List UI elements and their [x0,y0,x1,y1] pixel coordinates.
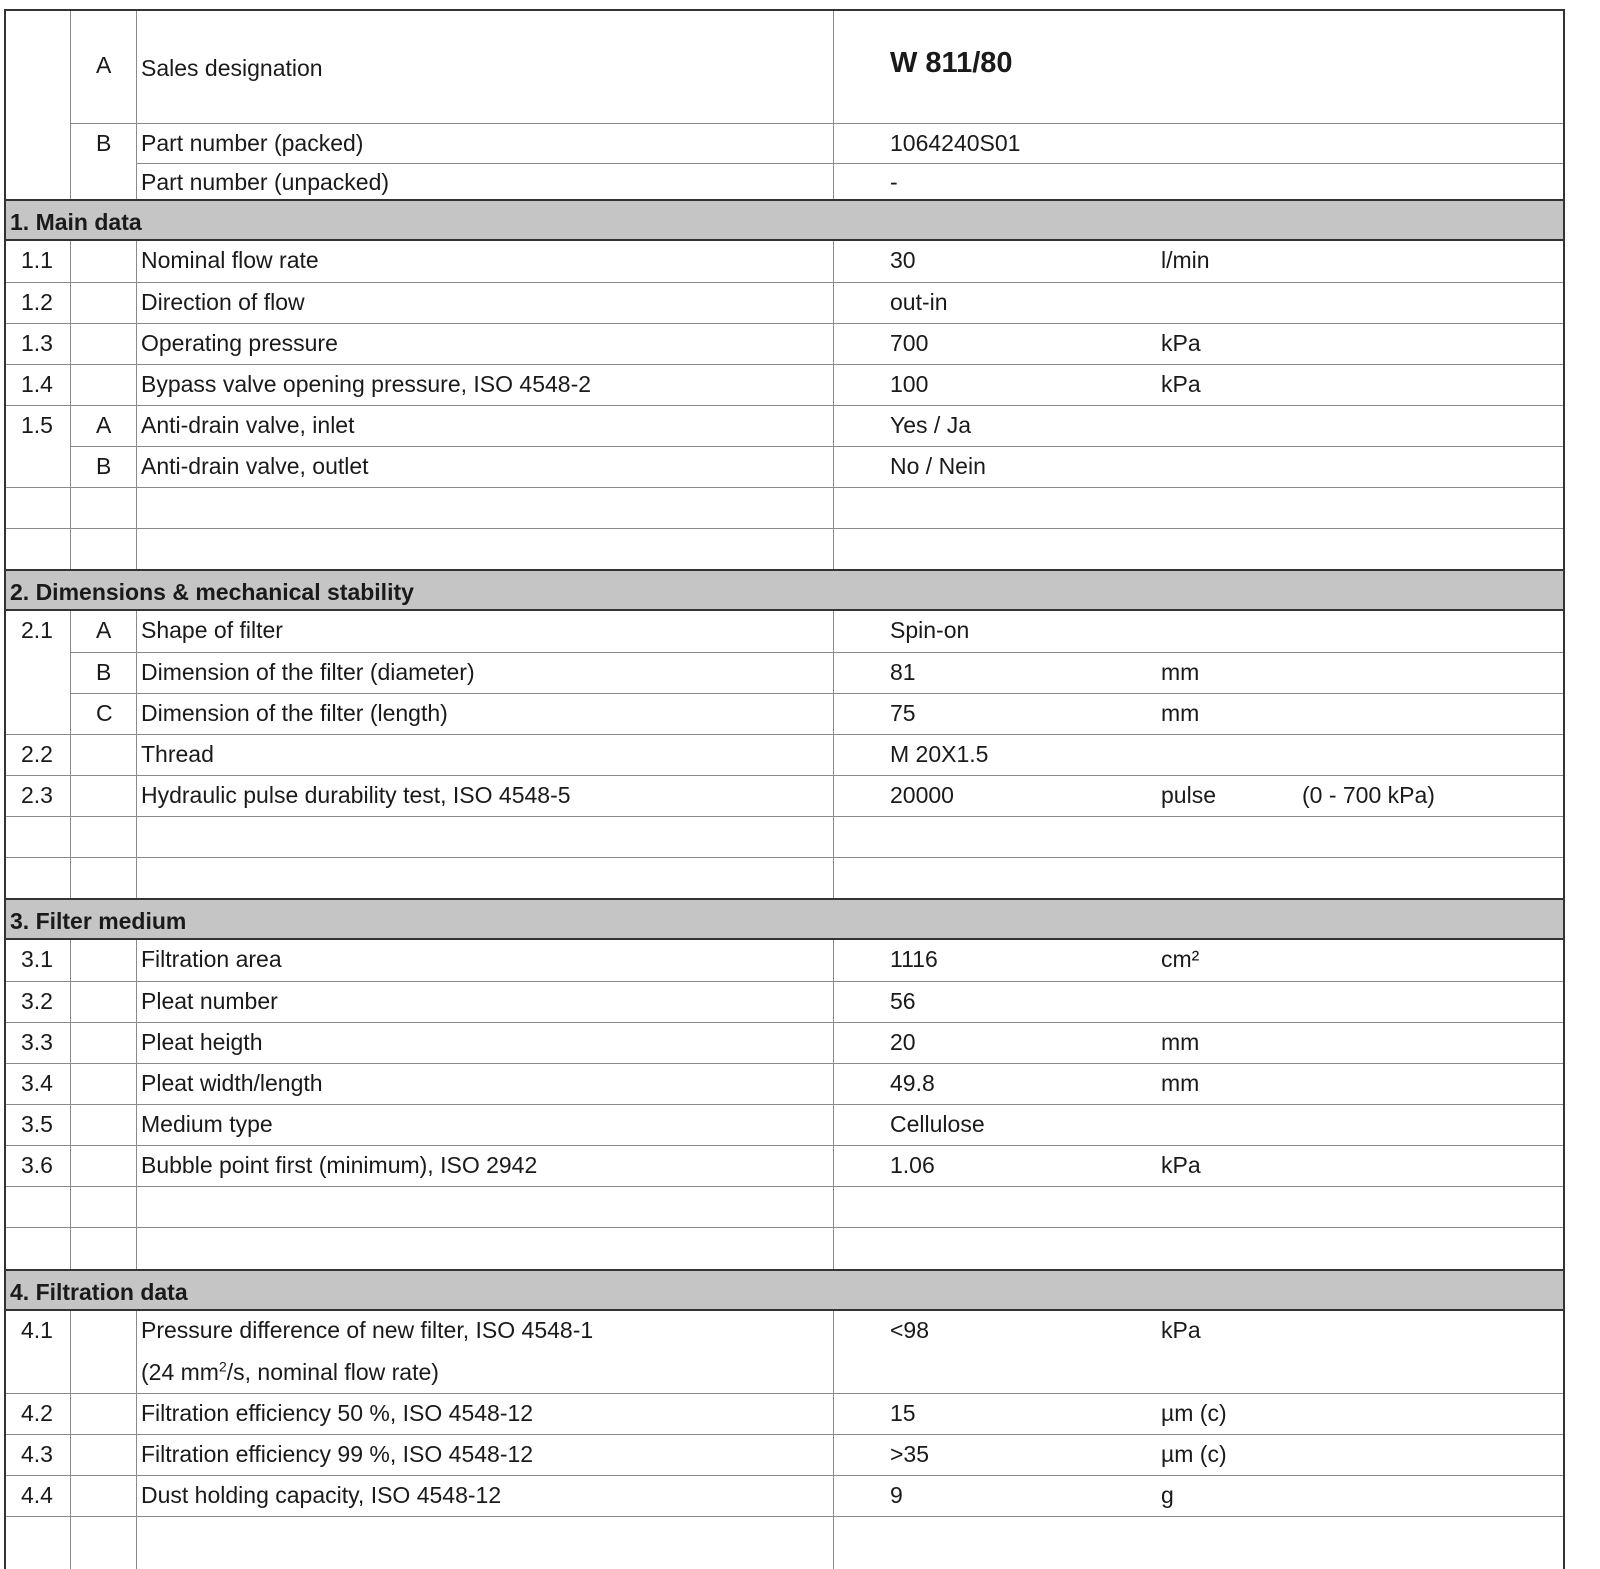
row-label: Pleat width/length [141,1070,323,1096]
section-title: 4. Filtration data [10,1279,188,1305]
row-unit: l/min [1161,247,1210,273]
row-number: 4.4 [21,1482,53,1508]
empty-row [4,816,1565,857]
table-row [4,940,1565,981]
row-number: 3.6 [21,1152,53,1178]
row-unit: cm² [1161,946,1200,972]
table-row [4,364,1565,405]
table-row [4,734,1565,775]
table-row [70,446,1565,487]
row-label: Pressure difference of new filter, ISO 4548-1 [141,1317,594,1343]
header-row-part-packed [70,123,1565,163]
row-label: Dimension of the filter (diameter) [141,659,475,685]
row-value: 81 [890,659,916,685]
table-row [70,693,1565,734]
row-unit: mm [1161,700,1200,726]
row-number: 1.5 [21,412,53,438]
row-number: 3.2 [21,988,53,1014]
header-row-sales-designation [4,9,1565,123]
table-row [4,282,1565,323]
row-label: Filtration efficiency 99 %, ISO 4548-12 [141,1441,534,1467]
row-label: Dimension of the filter (length) [141,700,448,726]
row-label: Bubble point first (minimum), ISO 2942 [141,1152,538,1178]
row-note: (0 - 700 kPa) [1302,782,1435,808]
sales-designation-value: W 811/80 [890,47,1013,79]
row-code: C [96,700,113,726]
row-code: A [96,617,112,643]
row-value: 75 [890,700,916,726]
row-value: 100 [890,371,929,397]
row-unit: g [1161,1482,1174,1508]
table-row [4,611,1565,652]
empty-row [4,1227,1565,1269]
row-unit: mm [1161,1070,1200,1096]
section-title: 2. Dimensions & mechanical stability [10,579,414,605]
row-unit: kPa [1161,1152,1201,1178]
row-number: 1.2 [21,289,53,315]
row-value: 20 [890,1029,916,1055]
table-row [4,405,1565,446]
row-unit: µm (c) [1161,1441,1227,1467]
table-row [4,323,1565,364]
row-number: 2.2 [21,741,53,767]
row-value: 700 [890,330,929,356]
section-title: 1. Main data [10,209,142,235]
header-row-part-unpacked [136,163,1565,200]
row-value: 1.06 [890,1152,935,1178]
row-label: Pleat number [141,988,278,1014]
row-label: Part number (unpacked) [141,169,390,195]
row-label: Filtration area [141,946,282,972]
section-header-filter-medium [4,898,1565,940]
row-value: 9 [890,1482,903,1508]
row-number: 4.2 [21,1400,53,1426]
label-part: (24 mm [141,1359,219,1385]
row-label: Dust holding capacity, ISO 4548-12 [141,1482,502,1508]
table-border-top [4,9,1565,11]
table-row [4,981,1565,1022]
row-unit: mm [1161,659,1200,685]
table-row [4,775,1565,816]
row-label: Bypass valve opening pressure, ISO 4548-2 [141,371,592,397]
table-row [4,241,1565,282]
row-label: Pleat heigth [141,1029,263,1055]
row-label: Anti-drain valve, inlet [141,412,355,438]
empty-row [4,1186,1565,1227]
table-row [4,1434,1565,1475]
section-header-filtration-data [4,1269,1565,1311]
spec-sheet-table [4,9,1565,1569]
row-number: 2.1 [21,617,53,643]
row-label: Sales designation [141,55,323,81]
table-row [4,1022,1565,1063]
row-value: M 20X1.5 [890,741,989,767]
row-number: 4.3 [21,1441,53,1467]
row-value: 20000 [890,782,954,808]
label-part: /s, nominal flow rate) [226,1359,439,1385]
row-number: 1.3 [21,330,53,356]
row-value: out-in [890,289,948,315]
label-superscript: 2 [218,1358,227,1375]
row-label: Medium type [141,1111,273,1137]
section-header-main-data [4,199,1565,241]
row-label: Filtration efficiency 50 %, ISO 4548-12 [141,1400,534,1426]
row-code: B [96,453,112,479]
table-border-left [4,9,6,1569]
row-label: Shape of filter [141,617,283,643]
table-row [70,652,1565,693]
empty-row [4,857,1565,898]
row-code: A [96,412,112,438]
row-value: 56 [890,988,916,1014]
section-header-dimensions [4,569,1565,611]
row-label: Nominal flow rate [141,247,319,273]
table-row [4,1393,1565,1434]
row-value: 15 [890,1400,916,1426]
table-row [4,1063,1565,1104]
row-unit: pulse [1161,782,1216,808]
row-label: Hydraulic pulse durability test, ISO 4548-5 [141,782,571,808]
part-number-unpacked-value: - [890,169,898,195]
row-number: 4.1 [21,1317,53,1343]
table-row [4,1104,1565,1145]
row-number: 2.3 [21,782,53,808]
row-value: Cellulose [890,1111,985,1137]
row-value: 49.8 [890,1070,935,1096]
table-row [4,1475,1565,1516]
empty-row [4,528,1565,569]
row-value: >35 [890,1441,930,1467]
row-unit: kPa [1161,371,1201,397]
row-code: A [96,52,112,78]
empty-row [4,487,1565,528]
row-value: 30 [890,247,916,273]
row-number: 3.3 [21,1029,53,1055]
row-label: Direction of flow [141,289,305,315]
table-border-right [1563,9,1565,1569]
row-code: B [96,130,112,156]
part-number-packed-value: 1064240S01 [890,130,1021,156]
row-code: B [96,659,112,685]
section-title: 3. Filter medium [10,908,187,934]
row-unit: kPa [1161,330,1201,356]
row-unit: µm (c) [1161,1400,1227,1426]
row-unit: mm [1161,1029,1200,1055]
row-label: Thread [141,741,214,767]
table-row [4,1145,1565,1186]
row-value: Yes / Ja [890,412,971,438]
row-number: 3.4 [21,1070,53,1096]
row-value: 1116 [890,946,938,972]
row-number: 1.1 [21,247,53,273]
row-value: <98 [890,1317,930,1343]
row-label: Part number (packed) [141,130,364,156]
row-unit: kPa [1161,1317,1201,1343]
row-number: 3.1 [21,946,53,972]
row-value: Spin-on [890,617,970,643]
row-label-continuation [141,1359,439,1386]
table-row [4,1311,1565,1393]
row-label: Operating pressure [141,330,338,356]
row-value: No / Nein [890,453,986,479]
empty-row [4,1516,1565,1557]
row-number: 1.4 [21,371,53,397]
row-number: 3.5 [21,1111,53,1137]
row-label: Anti-drain valve, outlet [141,453,369,479]
